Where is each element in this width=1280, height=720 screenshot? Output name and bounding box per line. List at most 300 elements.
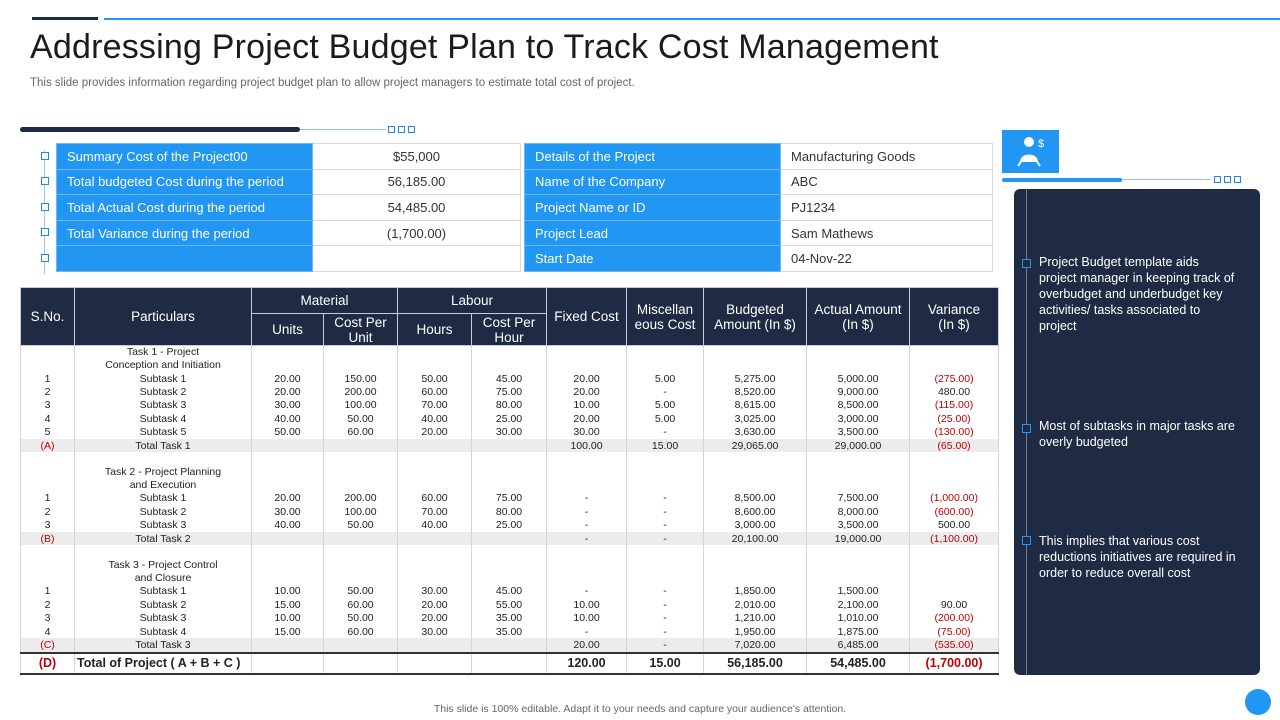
cell-empty bbox=[398, 452, 472, 465]
cell-sno: 2 bbox=[21, 385, 75, 398]
cell-empty bbox=[910, 559, 999, 585]
cell-empty bbox=[21, 452, 75, 465]
cell-units: 40.00 bbox=[252, 519, 324, 532]
cell-misc-cost: 15.00 bbox=[627, 653, 704, 674]
cell-cost-per-hour bbox=[472, 653, 547, 674]
summary-value bbox=[313, 246, 521, 272]
detail-value: Manufacturing Goods bbox=[781, 144, 993, 170]
cell-actual: 3,000.00 bbox=[807, 412, 910, 425]
cell-particulars: Subtask 3 bbox=[75, 611, 252, 624]
cell-empty bbox=[910, 452, 999, 465]
detail-value: Sam Mathews bbox=[781, 220, 993, 246]
cell-hours: 40.00 bbox=[398, 412, 472, 425]
cell-units: 50.00 bbox=[252, 426, 324, 439]
cell-fixed-cost: 10.00 bbox=[547, 598, 627, 611]
cell-cost-per-hour: 25.00 bbox=[472, 519, 547, 532]
cell-empty bbox=[704, 346, 807, 373]
cell-sno: 4 bbox=[21, 412, 75, 425]
cell-actual: 3,500.00 bbox=[807, 519, 910, 532]
insight-text-3: This implies that various cost reductions initiatives are required in order to reduce overall cost bbox=[1039, 534, 1236, 580]
decorative-circle bbox=[1245, 689, 1271, 715]
cell-variance: (115.00) bbox=[910, 399, 999, 412]
header-particulars: Particulars bbox=[75, 288, 252, 346]
header-budgeted-amount: Budgeted Amount (In $) bbox=[704, 288, 807, 346]
cell-actual: 5,000.00 bbox=[807, 372, 910, 385]
bullet-marker bbox=[1022, 259, 1031, 268]
summary-row bbox=[57, 169, 521, 195]
svg-text:$: $ bbox=[1038, 138, 1045, 150]
task-title-row bbox=[21, 346, 999, 373]
summary-label: Summary Cost of the Project00 bbox=[57, 144, 313, 170]
summary-label: Total Actual Cost during the period bbox=[57, 195, 313, 221]
page-subtitle: This slide provides information regarding project budget plan to allow project managers to estimate total cost of project. bbox=[30, 77, 635, 89]
cell-empty bbox=[252, 466, 324, 492]
cell-empty bbox=[704, 545, 807, 558]
cell-empty bbox=[324, 346, 398, 373]
cell-cost-per-hour: 75.00 bbox=[472, 385, 547, 398]
cell-particulars: Subtask 5 bbox=[75, 426, 252, 439]
cell-sno: 5 bbox=[21, 426, 75, 439]
cell-empty bbox=[807, 545, 910, 558]
table-row bbox=[21, 611, 999, 624]
cell-fixed-cost: - bbox=[547, 532, 627, 545]
cell-hours: 30.00 bbox=[398, 625, 472, 638]
cell-empty bbox=[398, 559, 472, 585]
cell-cost-per-hour bbox=[472, 439, 547, 452]
cost-summary-table bbox=[56, 143, 521, 272]
header-labour: Labour bbox=[398, 288, 547, 314]
cell-cost-per-unit: 50.00 bbox=[324, 611, 398, 624]
row-marker-square bbox=[41, 228, 49, 236]
cell-budgeted: 20,100.00 bbox=[704, 532, 807, 545]
cell-variance: (535.00) bbox=[910, 638, 999, 652]
cell-misc-cost: - bbox=[627, 385, 704, 398]
cell-empty bbox=[472, 559, 547, 585]
row-marker-square bbox=[41, 203, 49, 211]
cell-empty bbox=[472, 452, 547, 465]
spacer-row bbox=[21, 452, 999, 465]
header-material: Material bbox=[252, 288, 398, 314]
cell-empty bbox=[472, 346, 547, 373]
cell-actual: 19,000.00 bbox=[807, 532, 910, 545]
cell-cost-per-hour: 45.00 bbox=[472, 585, 547, 598]
table-row bbox=[21, 412, 999, 425]
task-title-row bbox=[21, 559, 999, 585]
cell-sno: 3 bbox=[21, 611, 75, 624]
cell-misc-cost: - bbox=[627, 625, 704, 638]
cell-empty bbox=[627, 559, 704, 585]
cell-empty bbox=[547, 466, 627, 492]
cell-hours: 20.00 bbox=[398, 611, 472, 624]
cell-variance: (75.00) bbox=[910, 625, 999, 638]
decorative-bar bbox=[20, 127, 300, 132]
grand-total-row bbox=[21, 653, 999, 674]
cell-empty bbox=[704, 452, 807, 465]
decorative-line bbox=[1122, 179, 1210, 180]
cell-cost-per-hour: 45.00 bbox=[472, 372, 547, 385]
cell-cost-per-hour bbox=[472, 638, 547, 652]
decorative-square bbox=[1224, 176, 1231, 183]
table-row bbox=[21, 598, 999, 611]
detail-label: Project Name or ID bbox=[525, 195, 781, 221]
cell-misc-cost: - bbox=[627, 585, 704, 598]
cell-actual: 2,100.00 bbox=[807, 598, 910, 611]
cell-cost-per-unit: 60.00 bbox=[324, 625, 398, 638]
cell-hours: 60.00 bbox=[398, 385, 472, 398]
cell-cost-per-hour bbox=[472, 532, 547, 545]
cell-particulars: Subtask 2 bbox=[75, 598, 252, 611]
cell-budgeted: 2,010.00 bbox=[704, 598, 807, 611]
cell-cost-per-unit: 60.00 bbox=[324, 598, 398, 611]
summary-row bbox=[57, 195, 521, 221]
table-row bbox=[21, 505, 999, 518]
cell-units: 20.00 bbox=[252, 385, 324, 398]
cell-units bbox=[252, 532, 324, 545]
cell-actual: 1,010.00 bbox=[807, 611, 910, 624]
cell-cost-per-unit: 200.00 bbox=[324, 385, 398, 398]
cell-hours: 40.00 bbox=[398, 519, 472, 532]
header-variance: Variance (In $) bbox=[910, 288, 999, 346]
cell-empty bbox=[807, 452, 910, 465]
summary-value: $55,000 bbox=[313, 144, 521, 170]
cell-empty bbox=[472, 545, 547, 558]
task-title-row bbox=[21, 466, 999, 492]
cell-cost-per-unit: 50.00 bbox=[324, 519, 398, 532]
cell-empty bbox=[324, 545, 398, 558]
cell-cost-per-unit bbox=[324, 653, 398, 674]
cell-actual: 9,000.00 bbox=[807, 385, 910, 398]
cell-budgeted: 8,520.00 bbox=[704, 385, 807, 398]
cell-empty bbox=[627, 452, 704, 465]
cell-particulars: Total of Project ( A + B + C ) bbox=[75, 653, 252, 674]
cell-budgeted: 56,185.00 bbox=[704, 653, 807, 674]
cell-particulars: Subtask 3 bbox=[75, 519, 252, 532]
cell-fixed-cost: - bbox=[547, 505, 627, 518]
cell-cost-per-hour: 30.00 bbox=[472, 426, 547, 439]
cell-cost-per-unit: 200.00 bbox=[324, 492, 398, 505]
header-cost-per-unit: Cost Per Unit bbox=[324, 314, 398, 346]
row-marker-square bbox=[41, 152, 49, 160]
cell-misc-cost: - bbox=[627, 519, 704, 532]
top-accent-dark-line bbox=[32, 17, 98, 20]
cell-misc-cost: 5.00 bbox=[627, 372, 704, 385]
cell-units: 10.00 bbox=[252, 611, 324, 624]
cell-budgeted: 5,275.00 bbox=[704, 372, 807, 385]
cell-sno: (A) bbox=[21, 439, 75, 452]
cell-empty bbox=[807, 346, 910, 373]
cell-cost-per-hour: 80.00 bbox=[472, 505, 547, 518]
decorative-square bbox=[1214, 176, 1221, 183]
task-title: Task 1 - Project Conception and Initiation bbox=[75, 346, 252, 373]
cell-budgeted: 8,615.00 bbox=[704, 399, 807, 412]
cell-empty bbox=[21, 346, 75, 373]
summary-label: Total budgeted Cost during the period bbox=[57, 169, 313, 195]
header-cost-per-hour: Cost Per Hour bbox=[472, 314, 547, 346]
cell-units: 10.00 bbox=[252, 585, 324, 598]
decorative-square bbox=[408, 126, 415, 133]
cell-fixed-cost: 20.00 bbox=[547, 372, 627, 385]
summary-value: 56,185.00 bbox=[313, 169, 521, 195]
table-row bbox=[21, 492, 999, 505]
cell-variance: 500.00 bbox=[910, 519, 999, 532]
cell-empty bbox=[547, 559, 627, 585]
table-row bbox=[21, 625, 999, 638]
summary-value: (1,700.00) bbox=[313, 220, 521, 246]
cell-fixed-cost: - bbox=[547, 585, 627, 598]
detail-label: Details of the Project bbox=[525, 144, 781, 170]
cell-cost-per-unit: 150.00 bbox=[324, 372, 398, 385]
cell-units: 15.00 bbox=[252, 598, 324, 611]
row-marker-square bbox=[41, 177, 49, 185]
cell-particulars: Subtask 1 bbox=[75, 585, 252, 598]
cell-hours: 20.00 bbox=[398, 426, 472, 439]
cell-actual: 29,000.00 bbox=[807, 439, 910, 452]
cell-empty bbox=[75, 545, 252, 558]
cell-empty bbox=[627, 346, 704, 373]
table-row bbox=[21, 385, 999, 398]
footer-note: This slide is 100% editable. Adapt it to your needs and capture your audience's attention. bbox=[433, 703, 847, 715]
table-row bbox=[21, 585, 999, 598]
cell-empty bbox=[910, 545, 999, 558]
cell-cost-per-hour: 75.00 bbox=[472, 492, 547, 505]
bullet-marker bbox=[1022, 536, 1031, 545]
cell-sno: 3 bbox=[21, 399, 75, 412]
cell-variance: (1,700.00) bbox=[910, 653, 999, 674]
decorative-bar bbox=[1002, 178, 1122, 182]
cell-actual: 8,500.00 bbox=[807, 399, 910, 412]
cell-empty bbox=[21, 559, 75, 585]
detail-row bbox=[525, 169, 993, 195]
task-title: Task 2 - Project Planning and Execution bbox=[75, 466, 252, 492]
cell-fixed-cost: 20.00 bbox=[547, 412, 627, 425]
cell-sno: 1 bbox=[21, 585, 75, 598]
cell-empty bbox=[910, 346, 999, 373]
cell-actual: 8,000.00 bbox=[807, 505, 910, 518]
cell-cost-per-unit: 100.00 bbox=[324, 399, 398, 412]
row-marker-square bbox=[41, 254, 49, 262]
cell-empty bbox=[21, 466, 75, 492]
cell-fixed-cost: 20.00 bbox=[547, 385, 627, 398]
cell-empty bbox=[472, 466, 547, 492]
cell-fixed-cost: - bbox=[547, 519, 627, 532]
spacer-row bbox=[21, 545, 999, 558]
cell-empty bbox=[547, 452, 627, 465]
cell-hours bbox=[398, 532, 472, 545]
cell-variance bbox=[910, 585, 999, 598]
cell-misc-cost: 5.00 bbox=[627, 412, 704, 425]
table-row bbox=[21, 426, 999, 439]
cell-particulars: Total Task 1 bbox=[75, 439, 252, 452]
cell-units: 20.00 bbox=[252, 492, 324, 505]
detail-value: PJ1234 bbox=[781, 195, 993, 221]
header-misc-cost: Miscellan eous Cost bbox=[627, 288, 704, 346]
cell-empty bbox=[252, 346, 324, 373]
cell-misc-cost: 15.00 bbox=[627, 439, 704, 452]
cell-units: 20.00 bbox=[252, 372, 324, 385]
decorative-line bbox=[300, 129, 386, 130]
cell-misc-cost: - bbox=[627, 505, 704, 518]
cell-variance: (65.00) bbox=[910, 439, 999, 452]
cell-sno: 4 bbox=[21, 625, 75, 638]
cell-particulars: Subtask 2 bbox=[75, 385, 252, 398]
summary-label: Total Variance during the period bbox=[57, 220, 313, 246]
cell-variance: 480.00 bbox=[910, 385, 999, 398]
cell-cost-per-hour: 80.00 bbox=[472, 399, 547, 412]
cell-variance: (1,100.00) bbox=[910, 532, 999, 545]
budget-table bbox=[20, 287, 999, 675]
page-title: Addressing Project Budget Plan to Track Cost Management bbox=[30, 28, 939, 66]
cell-particulars: Subtask 4 bbox=[75, 625, 252, 638]
cell-hours: 30.00 bbox=[398, 585, 472, 598]
summary-row bbox=[57, 220, 521, 246]
detail-row bbox=[525, 144, 993, 170]
header-fixed-cost: Fixed Cost bbox=[547, 288, 627, 346]
cell-budgeted: 3,630.00 bbox=[704, 426, 807, 439]
cell-empty bbox=[627, 545, 704, 558]
cell-empty bbox=[398, 545, 472, 558]
cell-particulars: Subtask 4 bbox=[75, 412, 252, 425]
cell-empty bbox=[398, 466, 472, 492]
cell-empty bbox=[252, 452, 324, 465]
cell-particulars: Total Task 2 bbox=[75, 532, 252, 545]
cell-particulars: Subtask 1 bbox=[75, 492, 252, 505]
detail-value: ABC bbox=[781, 169, 993, 195]
cell-empty bbox=[252, 559, 324, 585]
cell-budgeted: 3,000.00 bbox=[704, 519, 807, 532]
cell-hours bbox=[398, 638, 472, 652]
task-total-row bbox=[21, 439, 999, 452]
cell-misc-cost: 5.00 bbox=[627, 399, 704, 412]
cell-variance: (275.00) bbox=[910, 372, 999, 385]
cell-hours bbox=[398, 653, 472, 674]
cell-cost-per-hour: 35.00 bbox=[472, 611, 547, 624]
table-row bbox=[21, 519, 999, 532]
cell-budgeted: 1,210.00 bbox=[704, 611, 807, 624]
bullet-marker bbox=[1022, 424, 1031, 433]
cell-sno: 1 bbox=[21, 492, 75, 505]
cell-empty bbox=[324, 452, 398, 465]
decorative-square bbox=[1234, 176, 1241, 183]
cell-hours: 60.00 bbox=[398, 492, 472, 505]
cell-cost-per-unit bbox=[324, 638, 398, 652]
cell-actual: 7,500.00 bbox=[807, 492, 910, 505]
cell-misc-cost: - bbox=[627, 611, 704, 624]
cell-empty bbox=[75, 452, 252, 465]
cell-empty bbox=[21, 545, 75, 558]
summary-label bbox=[57, 246, 313, 272]
cell-cost-per-hour: 35.00 bbox=[472, 625, 547, 638]
cell-cost-per-unit: 100.00 bbox=[324, 505, 398, 518]
cell-actual: 3,500.00 bbox=[807, 426, 910, 439]
cell-budgeted: 1,850.00 bbox=[704, 585, 807, 598]
cell-cost-per-hour: 55.00 bbox=[472, 598, 547, 611]
cell-empty bbox=[807, 466, 910, 492]
cell-sno: 2 bbox=[21, 505, 75, 518]
summary-value: 54,485.00 bbox=[313, 195, 521, 221]
table-row bbox=[21, 399, 999, 412]
cell-fixed-cost: - bbox=[547, 492, 627, 505]
cell-hours: 70.00 bbox=[398, 399, 472, 412]
cell-variance: (25.00) bbox=[910, 412, 999, 425]
cell-sno: 3 bbox=[21, 519, 75, 532]
detail-row bbox=[525, 220, 993, 246]
top-accent-blue-line bbox=[104, 18, 1280, 20]
cell-fixed-cost: 30.00 bbox=[547, 426, 627, 439]
cell-particulars: Subtask 1 bbox=[75, 372, 252, 385]
cell-units: 30.00 bbox=[252, 505, 324, 518]
cell-fixed-cost: 20.00 bbox=[547, 638, 627, 652]
cell-actual: 1,875.00 bbox=[807, 625, 910, 638]
table-row bbox=[21, 372, 999, 385]
cell-variance: 90.00 bbox=[910, 598, 999, 611]
cell-units bbox=[252, 439, 324, 452]
cell-cost-per-unit: 60.00 bbox=[324, 426, 398, 439]
cell-particulars: Total Task 3 bbox=[75, 638, 252, 652]
cell-hours: 70.00 bbox=[398, 505, 472, 518]
detail-row bbox=[525, 246, 993, 272]
cell-actual: 1,500.00 bbox=[807, 585, 910, 598]
cell-misc-cost: - bbox=[627, 532, 704, 545]
cell-empty bbox=[324, 559, 398, 585]
cell-empty bbox=[627, 466, 704, 492]
cell-misc-cost: - bbox=[627, 426, 704, 439]
cell-empty bbox=[910, 466, 999, 492]
cell-sno: (C) bbox=[21, 638, 75, 652]
detail-label: Start Date bbox=[525, 246, 781, 272]
cell-budgeted: 29,065.00 bbox=[704, 439, 807, 452]
cell-budgeted: 8,600.00 bbox=[704, 505, 807, 518]
cell-empty bbox=[324, 466, 398, 492]
task-title: Task 3 - Project Control and Closure bbox=[75, 559, 252, 585]
cell-fixed-cost: 10.00 bbox=[547, 611, 627, 624]
cell-empty bbox=[398, 346, 472, 373]
cell-budgeted: 3,025.00 bbox=[704, 412, 807, 425]
cell-budgeted: 8,500.00 bbox=[704, 492, 807, 505]
header-hours: Hours bbox=[398, 314, 472, 346]
summary-row bbox=[57, 246, 521, 272]
cell-units: 15.00 bbox=[252, 625, 324, 638]
detail-value: 04-Nov-22 bbox=[781, 246, 993, 272]
task-total-row bbox=[21, 532, 999, 545]
cell-particulars: Subtask 2 bbox=[75, 505, 252, 518]
decorative-square bbox=[398, 126, 405, 133]
header-actual-amount: Actual Amount (In $) bbox=[807, 288, 910, 346]
cell-empty bbox=[547, 545, 627, 558]
cell-hours bbox=[398, 439, 472, 452]
header-units: Units bbox=[252, 314, 324, 346]
cell-sno: (B) bbox=[21, 532, 75, 545]
cell-hours: 20.00 bbox=[398, 598, 472, 611]
cell-budgeted: 7,020.00 bbox=[704, 638, 807, 652]
cell-particulars: Subtask 3 bbox=[75, 399, 252, 412]
cell-units: 30.00 bbox=[252, 399, 324, 412]
cell-variance: (1,000.00) bbox=[910, 492, 999, 505]
cell-actual: 54,485.00 bbox=[807, 653, 910, 674]
decorative-square bbox=[388, 126, 395, 133]
cell-misc-cost: - bbox=[627, 598, 704, 611]
cell-cost-per-unit bbox=[324, 532, 398, 545]
cell-actual: 6,485.00 bbox=[807, 638, 910, 652]
detail-label: Project Lead bbox=[525, 220, 781, 246]
cell-units bbox=[252, 638, 324, 652]
cell-fixed-cost: 120.00 bbox=[547, 653, 627, 674]
cell-budgeted: 1,950.00 bbox=[704, 625, 807, 638]
cell-sno: (D) bbox=[21, 653, 75, 674]
cell-cost-per-hour: 25.00 bbox=[472, 412, 547, 425]
cell-empty bbox=[547, 346, 627, 373]
cell-variance: (200.00) bbox=[910, 611, 999, 624]
budget-user-dollar-icon bbox=[1002, 130, 1059, 173]
